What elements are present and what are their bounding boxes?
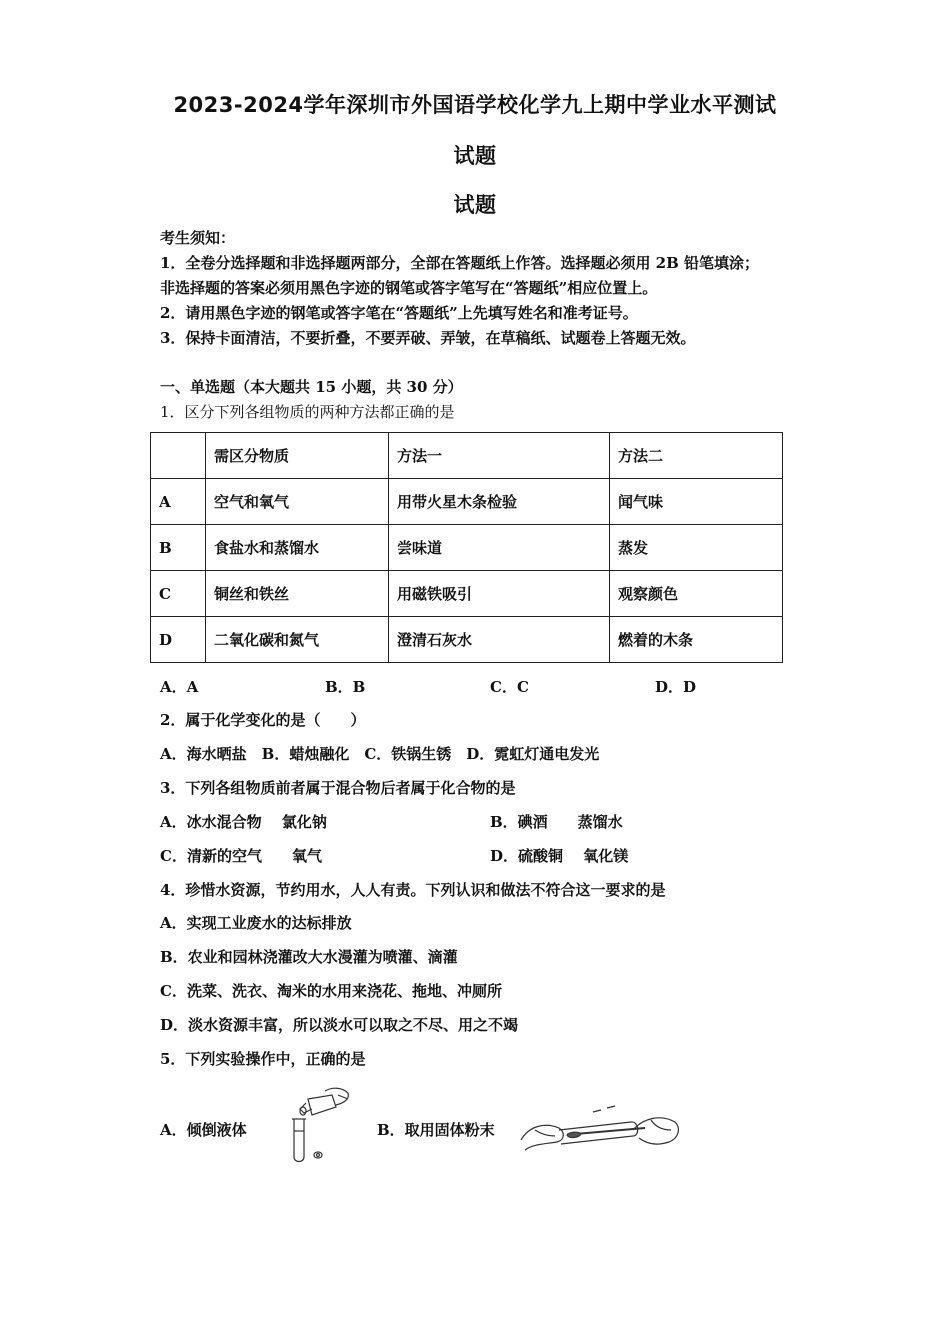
exam-title-line-3: 试题 xyxy=(453,193,497,217)
q1-table xyxy=(150,432,783,663)
table-cell: 尝味道 xyxy=(389,525,610,571)
table-header-cell: 方法二 xyxy=(610,433,783,479)
notice-item-1: 1．全卷分选择题和非选择题两部分，全部在答题纸上作答。选择题必须用 2B 铅笔填涂； xyxy=(160,254,760,272)
q1-option-d: D．D xyxy=(655,678,697,696)
table-cell: 空气和氧气 xyxy=(206,479,389,525)
exam-title-line-2: 试题 xyxy=(453,144,497,168)
pouring-liquid-figure xyxy=(270,1085,360,1165)
q3-option-b: B．碘酒 蒸馏水 xyxy=(490,813,623,831)
q5-stem: 5．下列实验操作中，正确的是 xyxy=(160,1050,366,1068)
table-cell: 用磁铁吸引 xyxy=(389,571,610,617)
exam-title-line-1: 2023-2024学年深圳市外国语学校化学九上期中学业水平测试 xyxy=(173,93,777,117)
table-header-cell xyxy=(151,433,206,479)
table-row xyxy=(151,571,783,617)
q1-option-b: B．B xyxy=(325,678,366,696)
table-cell: 闻气味 xyxy=(610,479,783,525)
table-cell: 蒸发 xyxy=(610,525,783,571)
table-header-cell: 需区分物质 xyxy=(206,433,389,479)
notice-item-3: 3．保持卡面清洁，不要折叠，不要弄破、弄皱，在草稿纸、试题卷上答题无效。 xyxy=(160,329,696,347)
table-row xyxy=(151,617,783,663)
q4-option-d: D．淡水资源丰富，所以淡水可以取之不尽、用之不竭 xyxy=(160,1016,519,1034)
notice-item-1-cont: 非选择题的答案必须用黑色字迹的钢笔或答字笔写在“答题纸”相应位置上。 xyxy=(160,279,658,297)
table-row xyxy=(151,479,783,525)
table-cell: A xyxy=(151,479,206,525)
q1-option-a: A．A xyxy=(160,678,199,696)
q1-stem: 1．区分下列各组物质的两种方法都正确的是 xyxy=(160,403,455,421)
table-header-row xyxy=(151,433,783,479)
q3-option-a: A．冰水混合物 氯化钠 xyxy=(160,813,327,831)
q3-option-c: C．清新的空气 氧气 xyxy=(160,847,322,865)
table-cell: 铜丝和铁丝 xyxy=(206,571,389,617)
table-cell: 观察颜色 xyxy=(610,571,783,617)
table-header-cell: 方法一 xyxy=(389,433,610,479)
notice-item-2: 2．请用黑色字迹的钢笔或答字笔在“答题纸”上先填写姓名和准考证号。 xyxy=(160,304,638,322)
q4-stem: 4．珍惜水资源，节约用水，人人有责。下列认识和做法不符合这一要求的是 xyxy=(160,881,666,899)
q3-stem: 3．下列各组物质前者属于混合物后者属于化合物的是 xyxy=(160,779,516,797)
table-cell: 用带火星木条检验 xyxy=(389,479,610,525)
q3-option-d: D．硫酸铜 氧化镁 xyxy=(490,847,629,865)
solid-powder-figure xyxy=(515,1100,685,1162)
q1-option-c: C．C xyxy=(490,678,529,696)
q4-option-b: B．农业和园林浇灌改大水漫灌为喷灌、滴灌 xyxy=(160,948,458,966)
table-cell: C xyxy=(151,571,206,617)
q2-options: A．海水晒盐 B．蜡烛融化 C．铁锅生锈 D．霓虹灯通电发光 xyxy=(160,745,600,763)
q5-option-a: A．倾倒液体 xyxy=(160,1121,247,1139)
table-cell: 澄清石灰水 xyxy=(389,617,610,663)
table-cell: 燃着的木条 xyxy=(610,617,783,663)
q5-option-b: B．取用固体粉末 xyxy=(377,1121,495,1139)
table-cell: B xyxy=(151,525,206,571)
table-cell: 食盐水和蒸馏水 xyxy=(206,525,389,571)
q2-stem: 2．属于化学变化的是（ ） xyxy=(160,711,366,729)
q4-option-c: C．洗菜、洗衣、淘米的水用来浇花、拖地、冲厕所 xyxy=(160,982,502,1000)
table-cell: D xyxy=(151,617,206,663)
table-row xyxy=(151,525,783,571)
notice-heading: 考生须知： xyxy=(160,229,236,247)
section-heading: 一、单选题（本大题共 15 小题，共 30 分） xyxy=(160,378,463,396)
table-cell: 二氧化碳和氮气 xyxy=(206,617,389,663)
q4-option-a: A．实现工业废水的达标排放 xyxy=(160,914,352,932)
